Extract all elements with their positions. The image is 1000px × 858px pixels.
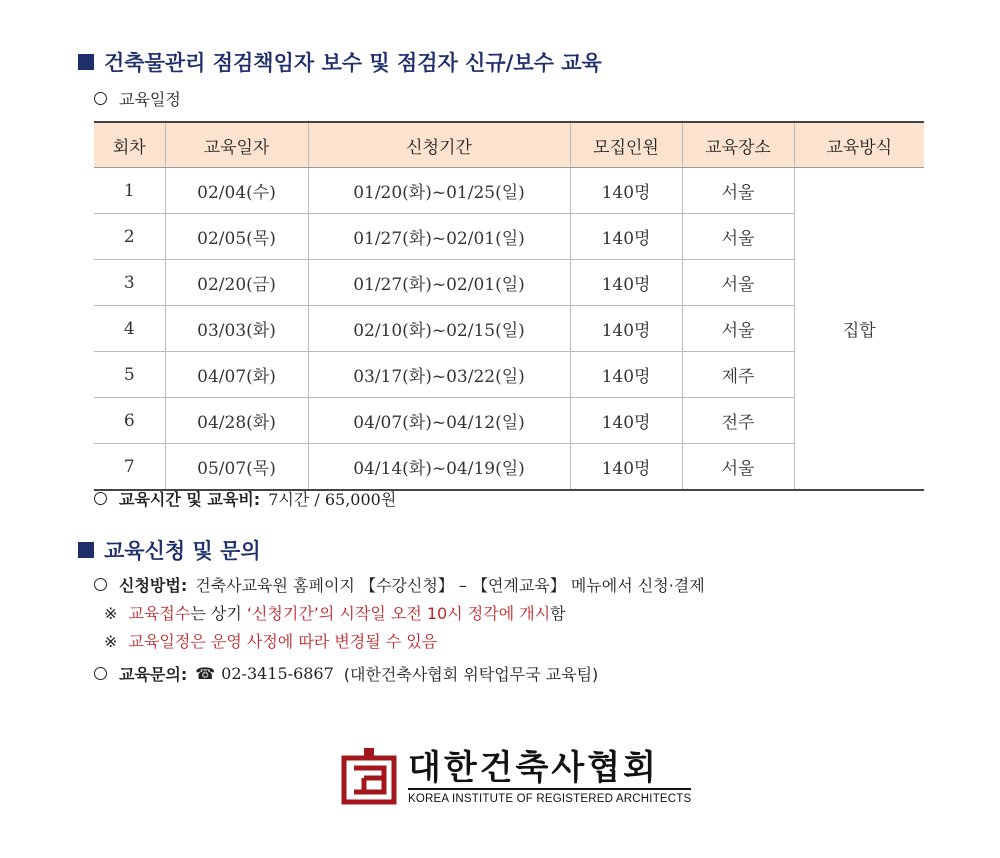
cell-date: 02/05(목) <box>165 214 308 260</box>
table-header-row <box>94 122 924 168</box>
phone-icon: ☎ <box>195 664 216 683</box>
contact-line <box>94 662 598 685</box>
cell-date: 05/07(목) <box>165 444 308 491</box>
header-place: 교육장소 <box>682 122 794 168</box>
cell-place: 서울 <box>682 260 794 306</box>
circle-bullet-icon <box>94 492 107 505</box>
cell-date: 02/04(수) <box>165 168 308 214</box>
cell-date: 04/07(화) <box>165 352 308 398</box>
header-capacity: 모집인원 <box>570 122 682 168</box>
time-fee-line <box>94 487 396 510</box>
cell-capacity: 140명 <box>570 444 682 491</box>
cell-period: 04/07(화)~04/12(일) <box>308 398 570 444</box>
note-mark: ※ <box>104 604 118 623</box>
contact-phone: 02-3415-6867 <box>221 664 334 683</box>
section-title-text: 교육신청 및 문의 <box>104 539 261 563</box>
cell-round: 6 <box>94 398 165 444</box>
note-schedule-change <box>104 629 437 652</box>
section-title-education <box>78 47 602 77</box>
cell-capacity: 140명 <box>570 306 682 352</box>
cell-round: 4 <box>94 306 165 352</box>
cell-capacity: 140명 <box>570 398 682 444</box>
cell-round: 5 <box>94 352 165 398</box>
section-title-text: 건축물관리 점검책임자 보수 및 점검자 신규/보수 교육 <box>104 51 602 75</box>
cell-place: 제주 <box>682 352 794 398</box>
note-red-text: 교육접수 <box>128 604 191 623</box>
cell-period: 01/27(화)~02/01(일) <box>308 214 570 260</box>
contact-org: (대한건축사협회 위탁업무국 교육팀) <box>343 665 599 684</box>
cell-date: 03/03(화) <box>165 306 308 352</box>
circle-bullet-icon <box>94 92 107 105</box>
cell-date: 04/28(화) <box>165 398 308 444</box>
method-line <box>94 573 705 596</box>
table-row <box>94 168 924 214</box>
contact-label: 교육문의: <box>119 665 188 684</box>
cell-period: 04/14(화)~04/19(일) <box>308 444 570 491</box>
kira-emblem-icon <box>340 748 398 806</box>
kira-logo <box>340 748 691 806</box>
note-text: 함 <box>550 604 566 623</box>
cell-period: 02/10(화)~02/15(일) <box>308 306 570 352</box>
cell-round: 2 <box>94 214 165 260</box>
time-fee-value: 7시간 / 65,000원 <box>268 490 397 509</box>
cell-place: 전주 <box>682 398 794 444</box>
note-red-text: ‘신청기간’의 시작일 오전 10시 정각에 개시 <box>246 604 551 623</box>
section-title-inquiry <box>78 535 261 565</box>
cell-period: 01/20(화)~01/25(일) <box>308 168 570 214</box>
circle-bullet-icon <box>94 667 107 680</box>
cell-place: 서울 <box>682 214 794 260</box>
cell-round: 3 <box>94 260 165 306</box>
cell-round: 1 <box>94 168 165 214</box>
cell-capacity: 140명 <box>570 168 682 214</box>
cell-capacity: 140명 <box>570 352 682 398</box>
time-fee-label: 교육시간 및 교육비: <box>119 490 261 509</box>
note-red-text: 교육일정은 운영 사정에 따라 변경될 수 있음 <box>128 632 438 651</box>
note-mark: ※ <box>104 632 118 651</box>
cell-period: 03/17(화)~03/22(일) <box>308 352 570 398</box>
note-registration <box>104 601 566 624</box>
cell-capacity: 140명 <box>570 214 682 260</box>
cell-place: 서울 <box>682 444 794 491</box>
square-bullet-icon <box>78 54 94 70</box>
header-period: 신청기간 <box>308 122 570 168</box>
header-round: 회차 <box>94 122 165 168</box>
schedule-table <box>94 121 924 491</box>
cell-place: 서울 <box>682 306 794 352</box>
note-text: 는 상기 <box>190 604 242 623</box>
header-method: 교육방식 <box>794 122 924 168</box>
cell-capacity: 140명 <box>570 260 682 306</box>
cell-round: 7 <box>94 444 165 491</box>
square-bullet-icon <box>78 542 94 558</box>
cell-place: 서울 <box>682 168 794 214</box>
logo-name-english: KOREA INSTITUTE OF REGISTERED ARCHITECTS <box>408 788 691 805</box>
cell-period: 01/27(화)~02/01(일) <box>308 260 570 306</box>
circle-bullet-icon <box>94 578 107 591</box>
logo-name-korean: 대한건축사협회 <box>408 748 659 788</box>
method-text: 건축사교육원 홈페이지 【수강신청】 – 【연계교육】 메뉴에서 신청·결제 <box>195 576 705 595</box>
schedule-label-line <box>94 87 181 110</box>
cell-method: 집합 <box>794 168 924 491</box>
cell-date: 02/20(금) <box>165 260 308 306</box>
method-label: 신청방법: <box>119 576 188 595</box>
schedule-label: 교육일정 <box>119 90 181 109</box>
header-date: 교육일자 <box>165 122 308 168</box>
